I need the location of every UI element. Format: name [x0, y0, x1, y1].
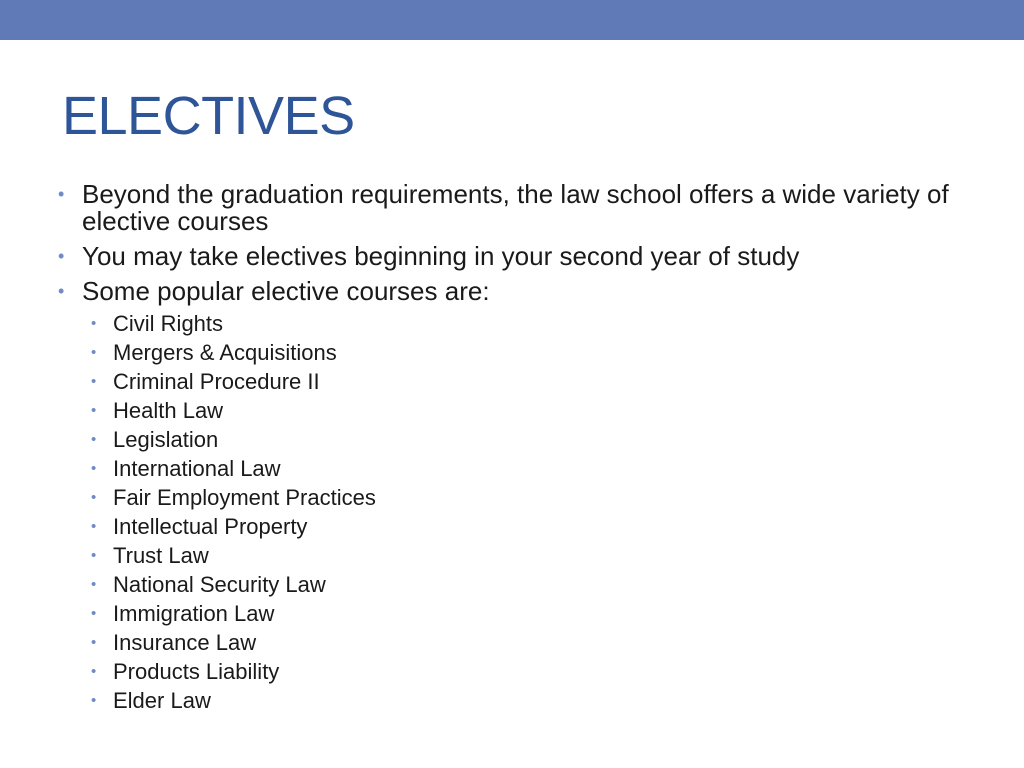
bullet-text: Beyond the graduation requirements, the law school offers a wide variety of elective courses [82, 179, 949, 236]
course-text: Mergers & Acquisitions [113, 340, 337, 365]
sub-bullet-icon: • [91, 460, 97, 477]
bullet-item [58, 241, 962, 271]
bullet-text: Some popular elective courses are: [82, 276, 490, 306]
course-item [91, 483, 376, 512]
course-text: Products Liability [113, 659, 280, 684]
course-text: Health Law [113, 398, 224, 423]
course-item [91, 599, 275, 628]
top-accent-bar [0, 0, 1024, 40]
sub-bullet-icon: • [91, 373, 97, 390]
bullet-text: You may take electives beginning in your second year of study [82, 241, 800, 271]
course-text: Trust Law [113, 543, 209, 568]
bullet-item [58, 179, 962, 236]
course-item [91, 367, 320, 396]
sub-bullet-icon: • [91, 634, 97, 651]
course-item [91, 628, 257, 657]
sub-bullet-icon: • [91, 663, 97, 680]
slide-title: ELECTIVES [62, 86, 355, 146]
course-item [91, 686, 211, 715]
course-text: National Security Law [113, 572, 326, 597]
course-text: Civil Rights [113, 311, 224, 336]
course-text: Insurance Law [113, 630, 257, 655]
course-text: Intellectual Property [113, 514, 308, 539]
sub-bullet-icon: • [91, 315, 97, 332]
sub-bullet-icon: • [91, 547, 97, 564]
sub-bullet-icon: • [91, 402, 97, 419]
bullet-item [58, 276, 962, 306]
course-item [91, 570, 326, 599]
course-text: Elder Law [113, 688, 211, 713]
sub-bullet-icon: • [91, 431, 97, 448]
course-text: Criminal Procedure II [113, 369, 320, 394]
bullet-icon: • [58, 184, 65, 204]
sub-bullet-icon: • [91, 605, 97, 622]
course-text: Immigration Law [113, 601, 275, 626]
course-item [91, 309, 224, 338]
course-item [91, 425, 219, 454]
sub-bullet-icon: • [91, 344, 97, 361]
course-item [91, 541, 209, 570]
bullet-icon: • [58, 281, 65, 301]
sub-bullet-icon: • [91, 489, 97, 506]
bullet-icon: • [58, 246, 65, 266]
sub-bullet-icon: • [91, 518, 97, 535]
sub-bullet-icon: • [91, 576, 97, 593]
course-item [91, 338, 337, 367]
course-text: Fair Employment Practices [113, 485, 376, 510]
course-item [91, 512, 308, 541]
course-item [91, 454, 281, 483]
course-item [91, 396, 224, 425]
course-text: International Law [113, 456, 281, 481]
sub-bullet-icon: • [91, 692, 97, 709]
course-text: Legislation [113, 427, 219, 452]
course-item [91, 657, 280, 686]
